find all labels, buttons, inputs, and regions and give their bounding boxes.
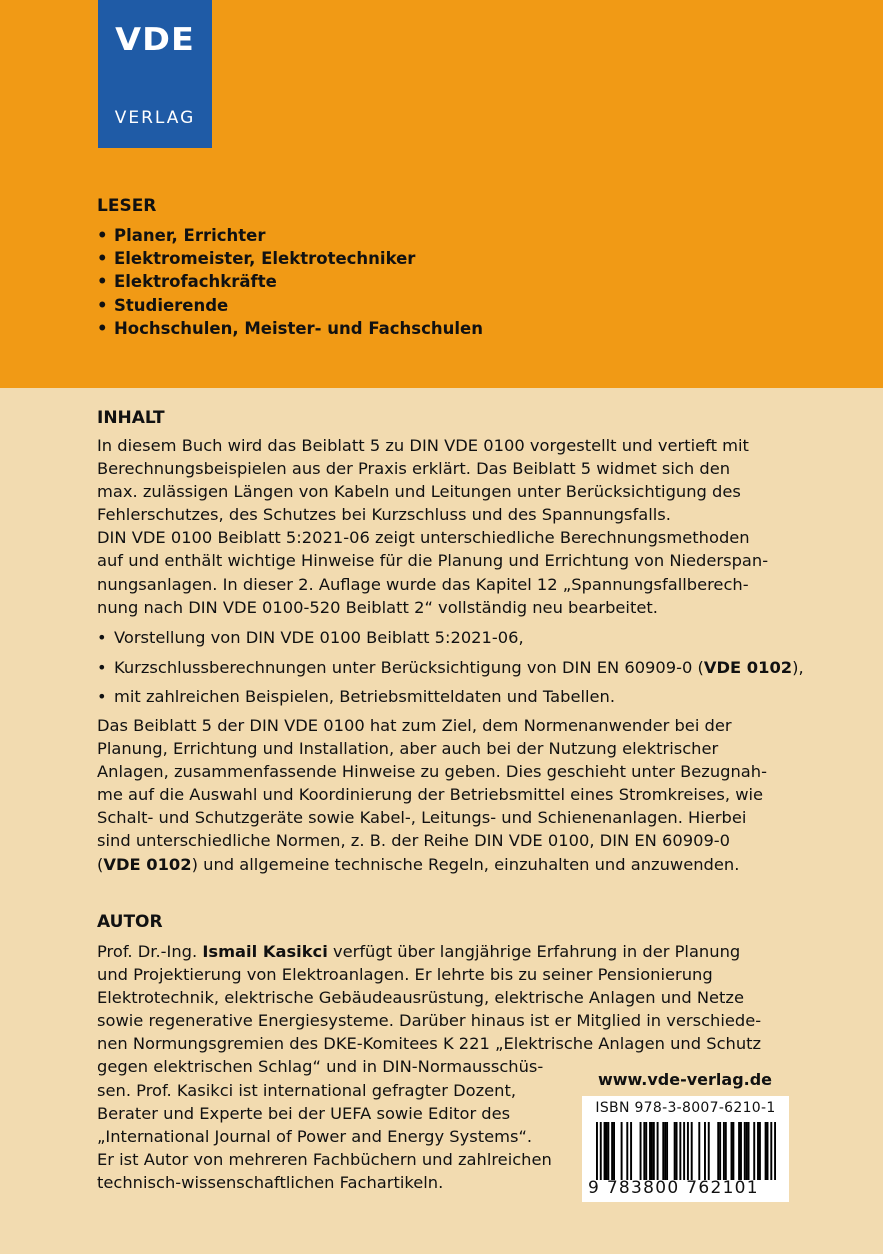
isbn-barcode-box [582, 1096, 789, 1202]
text-line: und Projektierung von Elektroanlagen. Er lehrte bis zu seiner Pensionierung [97, 965, 713, 985]
barcode-bar [738, 1122, 740, 1180]
barcode-bar [640, 1122, 642, 1180]
barcode-bar [753, 1122, 755, 1180]
inhalt-paragraph-2 [97, 714, 797, 876]
text-line: Schalt- und Schutzgeräte sowie Kabel-, Leitungs- und Schienenanlagen. Hierbei [97, 808, 747, 828]
list-item: • Vorstellung von DIN VDE 0100 Beiblatt 5:2021-06, [97, 628, 524, 647]
logo-sub: VERLAG [114, 108, 196, 128]
text-line: Prof. Dr.-Ing. Ismail Kasikci verfügt über langjährige Erfahrung in der Planung [97, 942, 741, 961]
text-line: nung nach DIN VDE 0100-520 Beiblatt 2“ vollständig neu bearbeitet. [97, 597, 658, 617]
barcode-bar [767, 1122, 769, 1180]
inhalt-heading: INHALT [97, 408, 165, 428]
barcode-bar [719, 1122, 721, 1180]
barcode-bar [679, 1122, 681, 1180]
barcode-bar [649, 1122, 651, 1180]
barcode-bar [717, 1122, 719, 1180]
barcode-bar [765, 1122, 767, 1180]
barcode-bar [664, 1122, 666, 1180]
barcode-bar [748, 1122, 750, 1180]
barcode-bar [604, 1122, 606, 1180]
text-line: Berater und Experte bei der UEFA sowie Editor des [97, 1103, 511, 1123]
list-item: • Kurzschlussberechnungen unter Berücksichtigung von DIN EN 60909-0 (VDE 0102), [97, 657, 804, 677]
barcode-bar [676, 1122, 678, 1180]
barcode-bar [723, 1122, 725, 1180]
barcode-graphic [596, 1122, 776, 1180]
list-item: • Planer, Errichter [97, 226, 266, 245]
barcode-bar [607, 1122, 609, 1180]
barcode-digits: 9 783800 762101 [588, 1178, 759, 1198]
text-line: Berechnungsbeispielen aus der Praxis erklärt. Das Beiblatt 5 widmet sich den [97, 459, 731, 479]
barcode-bar [605, 1122, 607, 1180]
list-item: • Elektrofachkräfte [97, 272, 277, 292]
text-line: gegen elektrischen Schlag“ und in DIN-Normausschüs- [97, 1057, 544, 1077]
inhalt-paragraph-1 [97, 434, 797, 619]
barcode-bar [611, 1122, 613, 1180]
text-line: technisch-wissenschaftlichen Fachartikeln. [97, 1172, 444, 1192]
barcode-bar [759, 1122, 761, 1180]
list-item: • Elektromeister, Elektrotechniker [97, 249, 416, 269]
author-name: Ismail Kasikci [202, 942, 328, 961]
barcode-bar [645, 1122, 647, 1180]
text-line: DIN VDE 0100 Beiblatt 5:2021-06 zeigt unterschiedliche Berechnungsmethoden [97, 528, 750, 548]
vde-verlag-logo [98, 0, 212, 148]
text-line: Das Beiblatt 5 der DIN VDE 0100 hat zum Ziel, dem Normenanwender bei der [97, 716, 732, 735]
text-line: sowie regenerative Energiesysteme. Darüber hinaus ist er Mitglied in verschiede- [97, 1011, 762, 1031]
inhalt-bullet-list [97, 626, 804, 715]
text-line: In diesem Buch wird das Beiblatt 5 zu DIN VDE 0100 vorgestellt und vertieft mit [97, 436, 749, 455]
barcode-bar [600, 1122, 602, 1180]
text-line: Fehlerschutzes, des Schutzes bei Kurzschluss und des Spannungsfalls. [97, 505, 671, 525]
barcode-bar [774, 1122, 776, 1180]
barcode-bar [662, 1122, 664, 1180]
text-line: sen. Prof. Kasikci ist international gefragter Dozent, [97, 1080, 517, 1100]
barcode-bar [770, 1122, 772, 1180]
barcode-bar [626, 1122, 628, 1180]
barcode-bar [613, 1122, 615, 1180]
barcode-bar [621, 1122, 623, 1180]
barcode-bar [740, 1122, 742, 1180]
barcode-bar [687, 1122, 689, 1180]
text-line: (VDE 0102) und allgemeine technische Regeln, einzuhalten und anzuwenden. [97, 854, 740, 874]
barcode-bar [674, 1122, 676, 1180]
barcode-bar [630, 1122, 632, 1180]
barcode-bar [653, 1122, 655, 1180]
list-item: • Studierende [97, 295, 229, 315]
barcode-bar [746, 1122, 748, 1180]
text-line: max. zulässigen Längen von Kabeln und Leitungen unter Berücksichtigung des [97, 482, 741, 502]
text-line: Planung, Errichtung und Installation, aber auch bei der Nutzung elektrischer [97, 739, 719, 759]
leser-heading: LESER [97, 196, 157, 216]
text-line: Er ist Autor von mehreren Fachbüchern und zahlreichen [97, 1149, 552, 1169]
text-line: nen Normungsgremien des DKE-Komitees K 221 „Elektrische Anlagen und Schutz [97, 1034, 762, 1054]
autor-heading: AUTOR [97, 912, 163, 932]
text-line: sind unterschiedliche Normen, z. B. der Reihe DIN VDE 0100, DIN EN 60909-0 [97, 831, 731, 851]
leser-list [97, 224, 483, 340]
barcode-bar [698, 1122, 700, 1180]
barcode-bar [691, 1122, 693, 1180]
logo-brand: VDE [115, 22, 195, 58]
text-line: auf und enthält wichtige Hinweise für die Planung und Errichtung von Niederspan- [97, 551, 769, 571]
barcode-bar [643, 1122, 645, 1180]
barcode-bar [725, 1122, 727, 1180]
barcode-bar [704, 1122, 706, 1180]
text-line: nungsanlagen. In dieser 2. Auflage wurde das Kapitel 12 „Spannungsfallberech- [97, 574, 749, 594]
barcode-bar [731, 1122, 733, 1180]
barcode-bar [596, 1122, 598, 1180]
barcode-bar [683, 1122, 685, 1180]
barcode-bar [666, 1122, 668, 1180]
list-item: • Hochschulen, Meister- und Fachschulen [97, 318, 483, 338]
text-line: Elektrotechnik, elektrische Gebäudeausrüstung, elektrische Anlagen und Netze [97, 988, 744, 1008]
barcode-bar [744, 1122, 746, 1180]
text-line: me auf die Auswahl und Koordinierung der Betriebsmittel eines Stromkreises, wie [97, 785, 764, 805]
isbn-label: ISBN 978-3-8007-6210-1 [595, 1100, 776, 1116]
list-item: • mit zahlreichen Beispielen, Betriebsmitteldaten und Tabellen. [97, 687, 616, 706]
barcode-bar [651, 1122, 653, 1180]
text-line: Anlagen, zusammenfassende Hinweise zu geben. Dies geschieht unter Bezugnah- [97, 762, 767, 782]
barcode-bar [657, 1122, 659, 1180]
text-line: „International Journal of Power and Energy Systems“. [97, 1126, 533, 1146]
barcode-bar [732, 1122, 734, 1180]
barcode-bar [708, 1122, 710, 1180]
barcode-bar [757, 1122, 759, 1180]
website-url: www.vde-verlag.de [597, 1070, 773, 1089]
